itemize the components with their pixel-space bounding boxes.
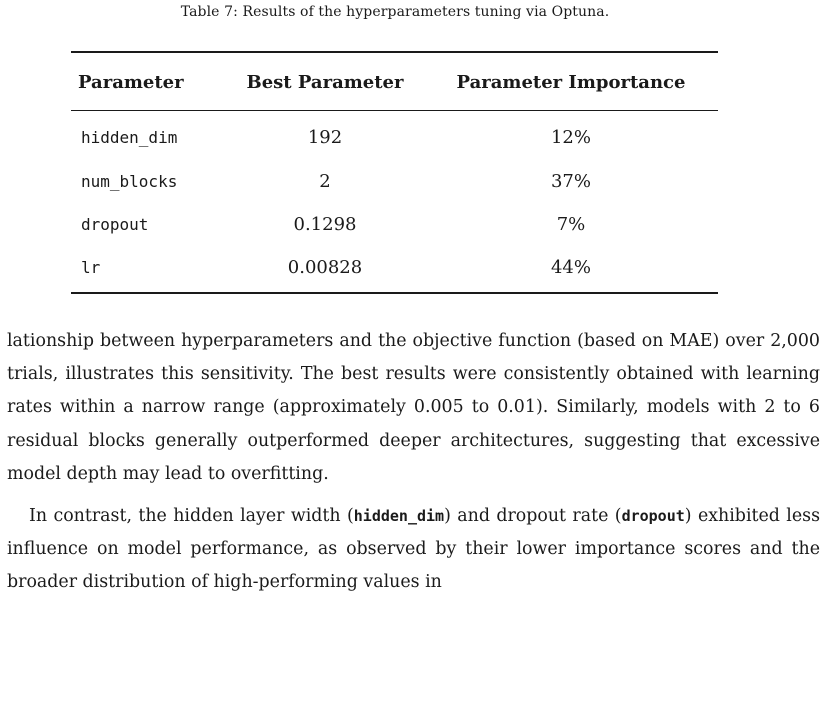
row-parameter: dropout <box>81 215 149 234</box>
table-row <box>0 164 821 200</box>
header-parameter: Parameter <box>78 72 184 93</box>
row-best-value: 192 <box>307 127 343 148</box>
paragraph-contrast-part1: In contrast, the hidden layer width ( <box>29 506 354 527</box>
paragraph-contrast <box>7 500 820 600</box>
paragraph-contrast-part2: ) and dropout rate ( <box>444 506 622 527</box>
table-top-rule <box>71 51 718 53</box>
table-row <box>0 120 821 156</box>
row-best-value: 0.1298 <box>293 214 357 235</box>
table-caption: Table 7: Results of the hyperparameters tuning via Optuna. <box>180 4 610 20</box>
table-header-rule <box>71 110 718 111</box>
paragraph-contrast-part3: ) exhibited less influence on model performance, as observed by their lower importance scores and the broader distribution of high-performing values in <box>7 506 820 593</box>
paragraph-sensitivity: lationship between hyperparameters and the objective function (based on MAE) over 2,000 trials, illustrates this sensitivity. The best results were consistently obtained with learning rates within a narrow range (approximately 0.005 to 0.01). Similarly, models with 2 to 6 residual blocks generally outperformed deeper architectures, suggesting that excessive model depth may lead to overfitting. <box>7 331 820 484</box>
inline-code-dropout: dropout <box>621 507 685 526</box>
table-row <box>0 207 821 243</box>
table-header-row <box>0 65 821 101</box>
row-importance: 44% <box>550 257 591 278</box>
row-best-value: 2 <box>319 171 331 192</box>
header-best-parameter: Best Parameter <box>246 72 404 93</box>
row-importance: 37% <box>550 171 591 192</box>
table-bottom-rule <box>71 292 718 294</box>
inline-code-hidden-dim: hidden_dim <box>353 507 445 526</box>
row-importance: 12% <box>550 127 591 148</box>
row-parameter: lr <box>81 258 101 277</box>
row-best-value: 0.00828 <box>287 257 363 278</box>
body-text <box>7 325 820 600</box>
header-parameter-importance: Parameter Importance <box>456 72 686 93</box>
row-parameter: hidden_dim <box>81 128 178 147</box>
table-row <box>0 250 821 286</box>
row-parameter: num_blocks <box>81 172 178 191</box>
row-importance: 7% <box>556 214 586 235</box>
